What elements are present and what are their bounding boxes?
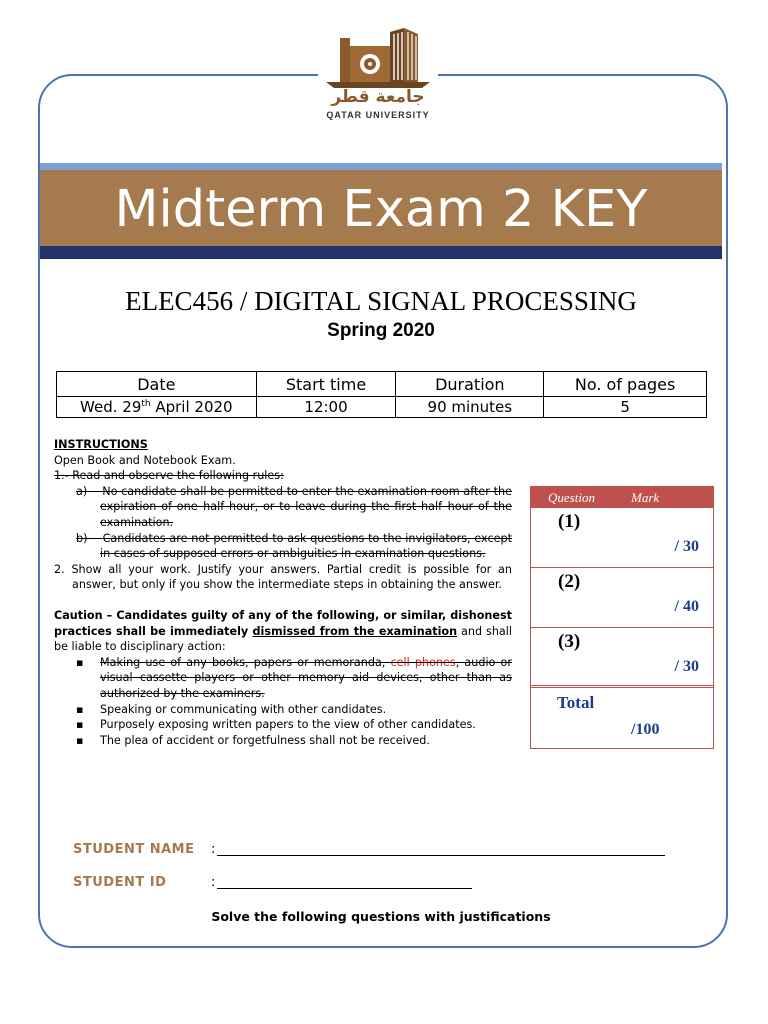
list-item: ▪ Purposely exposing written papers to the view of other candidates. (76, 717, 512, 733)
list-item (76, 655, 512, 702)
rule-1: 1.- Read and observe the following rules: (54, 469, 284, 483)
exam-title: Midterm Exam 2 KEY (114, 180, 648, 239)
rule-2: 2. Show all your work. Justify your answers. Partial credit is possible for an answer, but only if you show the intermediate steps in obtaining the answer. (54, 562, 512, 592)
marks-header-question: Question (548, 490, 595, 505)
university-logo-icon (318, 28, 438, 90)
date-month: April 2020 (150, 398, 233, 416)
date-day: Wed. 29 (80, 398, 142, 416)
marks-total-row (531, 688, 713, 748)
instructions-block (54, 437, 512, 748)
marks-table-header (531, 487, 713, 508)
rule-1b-text: Candidates are not permitted to ask questions to the invigilators, except in cases of supposed errors or ambiguities in examination questions. (100, 531, 512, 561)
bullet-1-text-a: Making use of any books, papers or memoranda, (100, 655, 391, 669)
student-name-field[interactable] (217, 855, 665, 856)
student-id-colon: : (211, 875, 216, 890)
total-label: Total (557, 693, 595, 712)
rule-1b (54, 531, 512, 562)
title-bar (40, 170, 722, 246)
logo-english-text: QATAR UNIVERSITY (326, 110, 430, 120)
student-id-field[interactable] (217, 888, 472, 889)
question-2-mark: / 40 (674, 598, 699, 615)
marks-row-1 (531, 508, 713, 568)
open-book-note: Open Book and Notebook Exam. (54, 453, 236, 467)
course-title: ELEC456 / DIGITAL SIGNAL PROCESSING (125, 286, 637, 316)
footer-instruction: Solve the following questions with justifications (211, 909, 551, 924)
header-date: Date (57, 372, 257, 397)
caution-dismissed: dismissed from the examination (252, 624, 458, 638)
date-ordinal: th (141, 399, 151, 409)
cell-duration: 90 minutes (396, 397, 544, 418)
cell-start-time: 12:00 (256, 397, 396, 418)
table-header-row (57, 372, 707, 397)
university-logo (318, 28, 438, 124)
bullet-1-text-b: , audio or visual cassette players or other memory aid devices, other than as authorized by the examiners. (100, 655, 512, 700)
title-band-top (40, 163, 722, 170)
bullet-1-cell-phones: cell phones (390, 655, 456, 669)
header-start-time: Start time (256, 372, 396, 397)
question-1-mark: / 30 (674, 538, 699, 555)
caution-list (76, 655, 512, 749)
rule-1b-marker: b) (76, 531, 88, 545)
student-name-colon: : (211, 842, 216, 857)
caution-text-a: Caution – Candidates guilty of any of the following, or similar, dishonest practices shall be immediately (54, 608, 512, 638)
cell-date (57, 397, 257, 418)
marks-row-3 (531, 628, 713, 688)
caution-text-b: and shall be liable to disciplinary action: (54, 624, 512, 654)
marks-header-mark: Mark (631, 490, 660, 505)
title-band-bottom (40, 246, 722, 259)
student-id-label: STUDENT ID (73, 875, 167, 890)
question-3-label: (3) (558, 631, 581, 652)
rule-1a-marker: a) (76, 484, 88, 498)
logo-arabic-text: جامعة قطر (331, 87, 425, 107)
marks-table (530, 486, 714, 749)
list-item: ▪ Speaking or communicating with other candidates. (76, 702, 512, 718)
exam-info-table (56, 371, 707, 418)
caution-paragraph (54, 608, 512, 655)
header-duration: Duration (396, 372, 544, 397)
header-pages: No. of pages (544, 372, 707, 397)
student-name-label: STUDENT NAME (73, 842, 195, 857)
question-2-label: (2) (558, 571, 581, 592)
table-row (57, 397, 707, 418)
instructions-heading: INSTRUCTIONS (54, 438, 148, 451)
marks-row-2 (531, 568, 713, 628)
total-value: /100 (631, 721, 660, 738)
semester: Spring 2020 (327, 320, 435, 341)
list-item: ▪ The plea of accident or forgetfulness shall not be received. (76, 733, 512, 749)
cell-pages: 5 (544, 397, 707, 418)
rule-1a-text: No candidate shall be permitted to enter the examination room after the expiration of one–half hour, or to leave during the first half–hour of the examination. (100, 484, 512, 529)
question-1-label: (1) (558, 511, 581, 532)
question-3-mark: / 30 (674, 658, 699, 675)
rule-1a (54, 484, 512, 531)
